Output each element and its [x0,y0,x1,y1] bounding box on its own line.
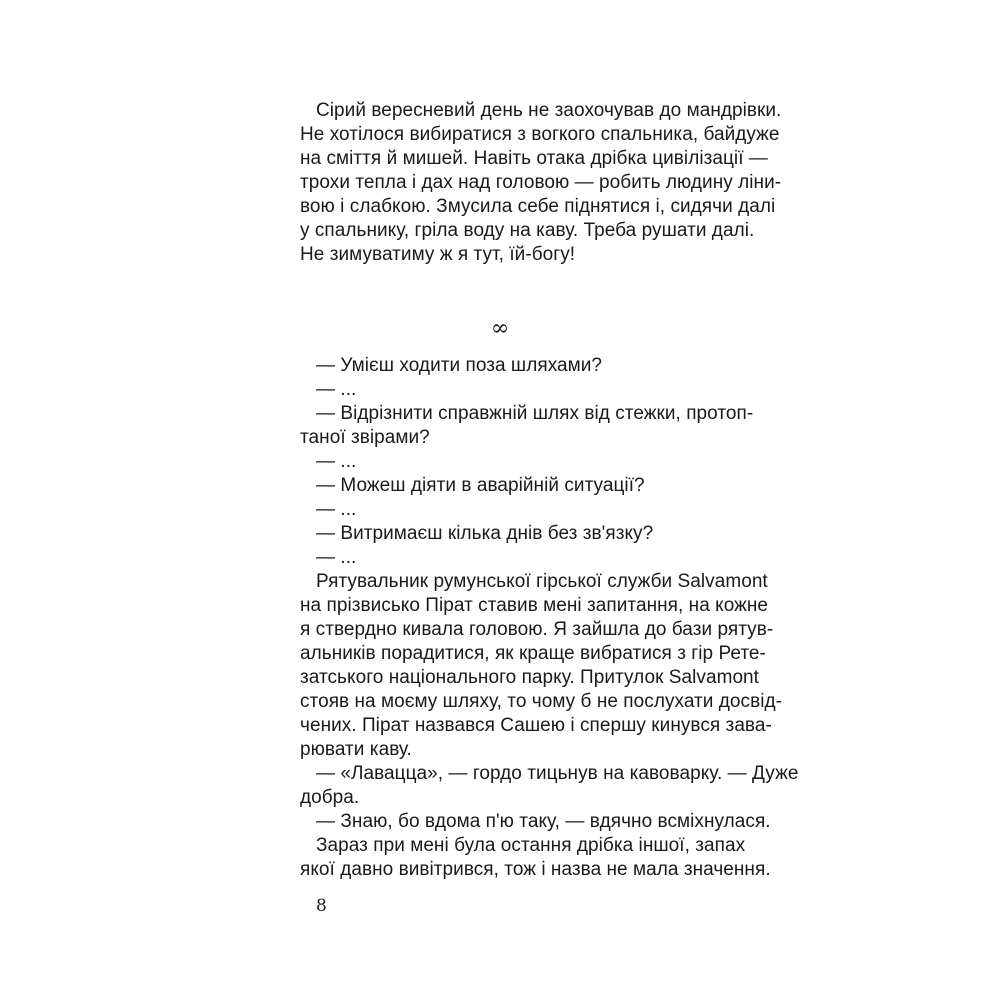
paragraph-1-line-2: Не хотілося вибиратися з вогкого спальника, байдуже [300,124,780,145]
paragraph-1-line-3: на сміття й мишей. Навіть отака дрібка цивілізації — [300,148,768,169]
paragraph-3-line-1: Зараз при мені була остання дрібка іншої, запах [316,835,746,856]
dialogue-2-line-2: добра. [300,787,360,808]
paragraph-2-line-7: чених. Пірат назвався Сашею і спершу кинувся зава- [300,715,772,736]
dialogue-line-9: — ... [316,547,357,568]
dialogue-line-1: — Умієш ходити поза шляхами? [316,355,603,376]
paragraph-1-line-4: трохи тепла і дах над головою — робить людину ліни- [300,172,782,193]
dialogue-2-line-1: — «Лавацца», — гордо тицьнув на кавоварку. — Дуже [316,763,799,784]
dialogue-line-6: — Можеш діяти в аварійній ситуації? [316,475,645,496]
paragraph-1-line-1: Сірий вересневий день не заохочував до мандрівки. [316,100,782,121]
paragraph-1-line-7: Не зимуватиму ж я тут, їй-богу! [300,244,576,265]
paragraph-2-line-3: я ствердно кивала головою. Я зайшла до бази рятув- [300,619,774,640]
paragraph-2-line-2: на прізвисько Пірат ставив мені запитання, на кожне [300,595,769,616]
paragraph-1-line-6: у спальнику, гріла воду на каву. Треба рушати далі. [300,220,755,241]
paragraph-3-line-2: якої давно вивітрився, тож і назва не мала значення. [300,859,771,880]
paragraph-2-line-8: рювати каву. [300,739,412,760]
dialogue-line-7: — ... [316,499,357,520]
dialogue-line-4: таної звірами? [300,427,430,448]
paragraph-2-line-6: стояв на моєму шляху, то чому б не послухати досвід- [300,691,783,712]
paragraph-2-line-1: Рятувальник румунської гірської служби Salvamont [316,571,768,592]
paragraph-2-line-4: альників порадитися, як краще вибратися з гір Рете- [300,643,766,664]
dialogue-2-line-3: — Знаю, бо вдома п'ю таку, — вдячно всміхнулася. [316,811,771,832]
dialogue-line-5: — ... [316,451,357,472]
page-number: 8 [316,896,327,916]
dialogue-line-8: — Витримаєш кілька днів без зв'язку? [316,523,654,544]
paragraph-2-line-5: затського національного парку. Притулок Salvamont [300,667,760,688]
section-break-symbol: ∞ [490,316,510,341]
dialogue-line-3: — Відрізнити справжній шлях від стежки, протоп- [316,403,754,424]
paragraph-1-line-5: вою і слабкою. Змусила себе піднятися і, сидячи далі [300,196,776,217]
dialogue-line-2: — ... [316,379,357,400]
